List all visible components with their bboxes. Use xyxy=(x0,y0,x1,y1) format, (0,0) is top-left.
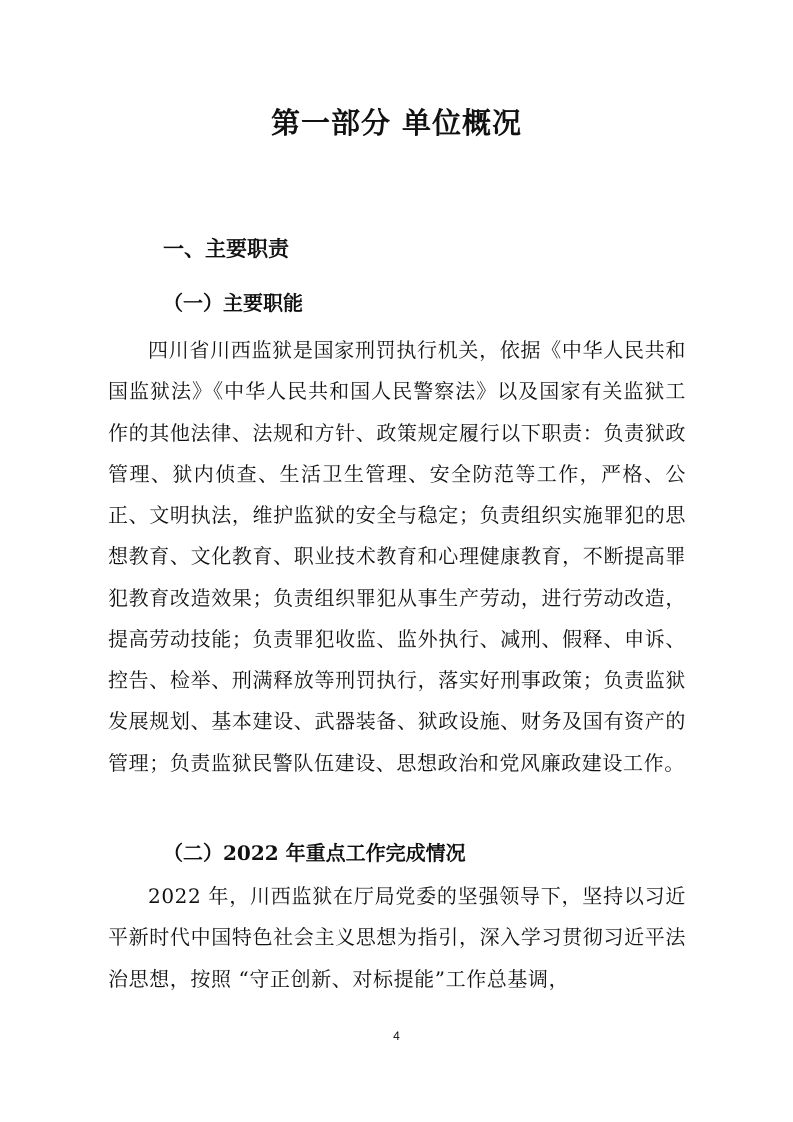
subsection-heading-2022-key-work: （二）2022 年重点工作完成情况 xyxy=(163,841,466,865)
section-heading-main-duties: 一、主要职责 xyxy=(163,237,289,261)
paragraph-main-functions: 四川省川西监狱是国家刑罚执行机关，依据《中华人民共和国监狱法》《中华人民共和国人民警察法》以及国家有关监狱工作的其他法律、法规和方针、政策规定履行以下职责：负责狱政管理、狱内侦查、生活卫生管理、安全防范等工作，严格、公正、文明执法，维护监狱的安全与稳定；负责组织实施罪犯的思想教育、文化教育、职业技术教育和心理健康教育，不断提高罪犯教育改造效果；负责组织罪犯从事生产劳动，进行劳动改造，提高劳动技能；负责罪犯收监、监外执行、减刑、假释、申诉、控告、检举、刑满释放等刑罚执行，落实好刑事政策；负责监狱发展规划、基本建设、武器装备、狱政设施、财务及国有资产的管理；负责监狱民警队伍建设、思想政治和党风廉政建设工作。 xyxy=(108,338,686,775)
paragraph-2022-key-work: 2022 年，川西监狱在厅局党委的坚强领导下，坚持以习近平新时代中国特色社会主义思想为指引，深入学习贯彻习近平法治思想，按照 “守正创新、对标提能”工作总基调， xyxy=(108,884,686,991)
page-number: 4 xyxy=(393,1029,400,1043)
subsection-heading-main-functions: （一）主要职能 xyxy=(163,291,303,315)
page-title: 第一部分 单位概况 xyxy=(270,106,523,140)
